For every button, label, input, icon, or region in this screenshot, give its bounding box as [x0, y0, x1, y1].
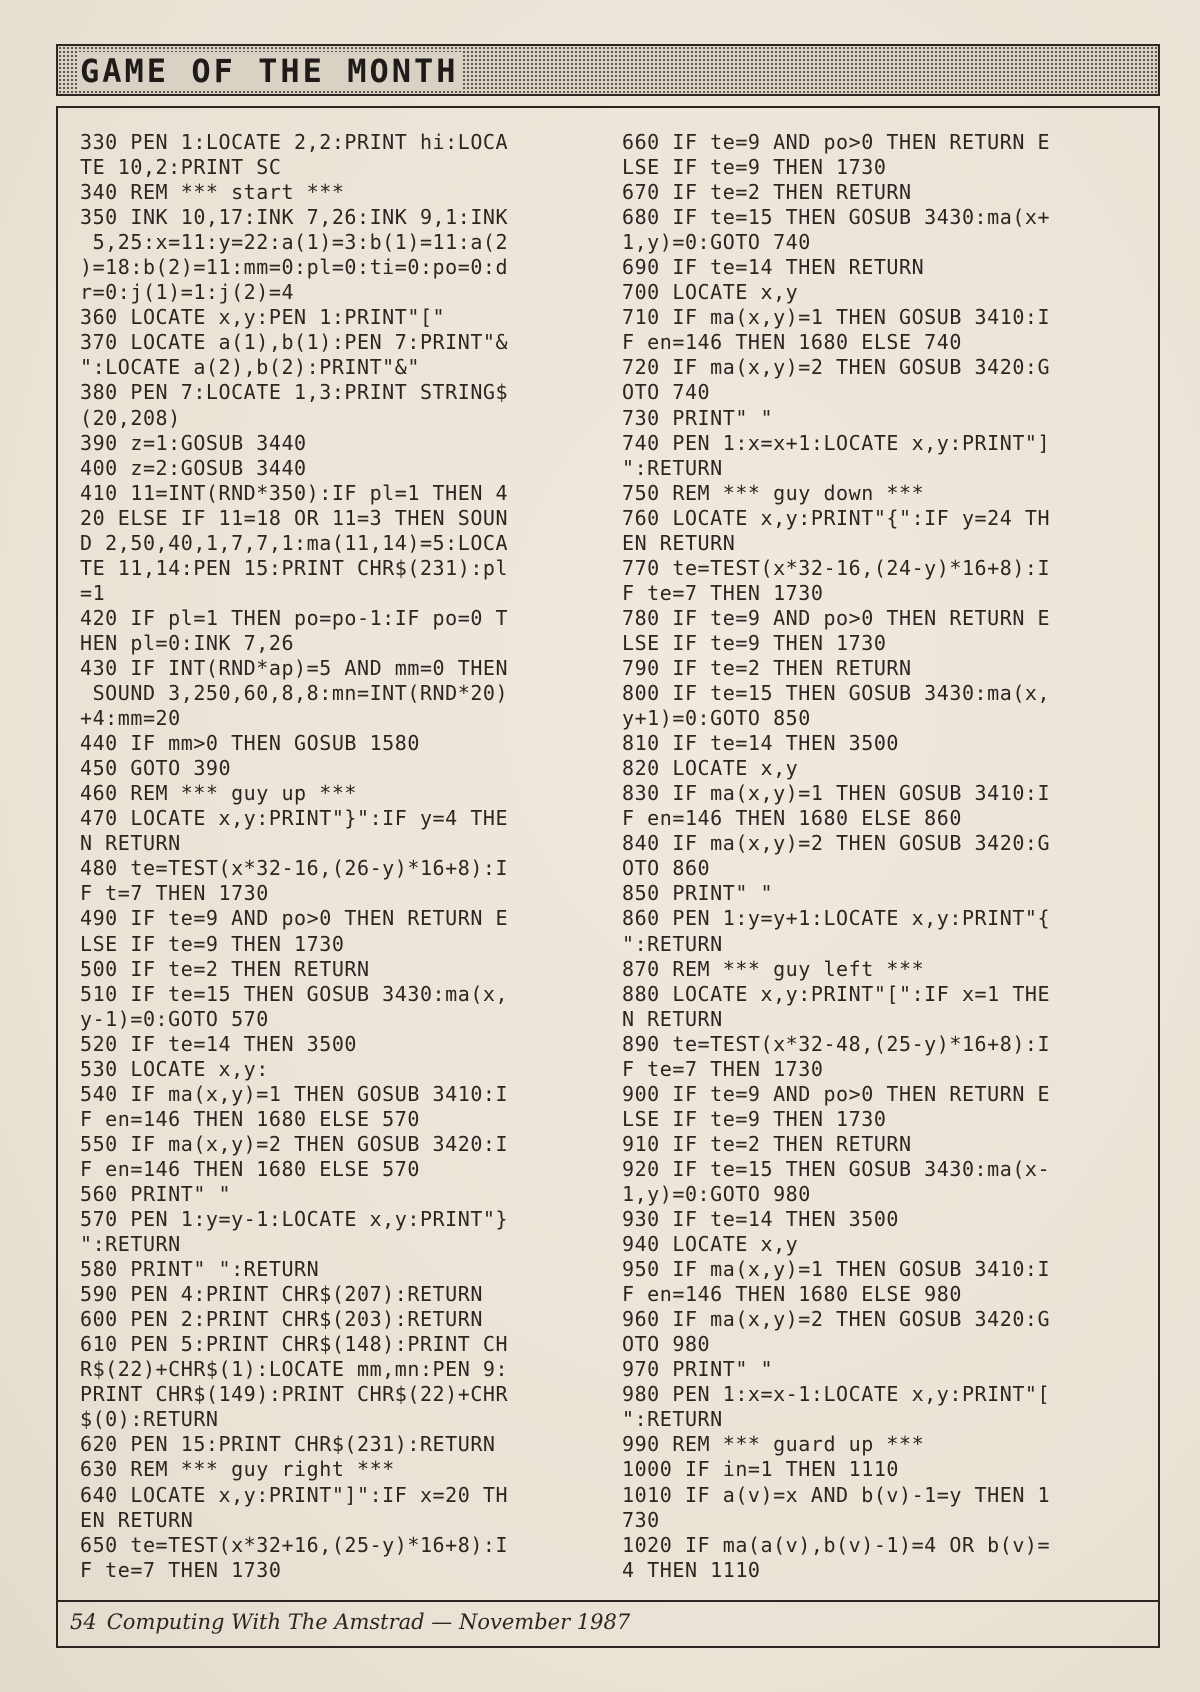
code-line: F en=146 THEN 1680 ELSE 570 — [80, 1106, 420, 1131]
code-line: 670 IF te=2 THEN RETURN — [622, 180, 912, 205]
code-line: 390 z=1:GOSUB 3440 — [80, 430, 307, 455]
code-line: ":RETURN — [622, 1407, 723, 1432]
code-line: LSE IF te=9 THEN 1730 — [622, 155, 887, 180]
code-line: 440 IF mm>0 THEN GOSUB 1580 — [80, 731, 420, 756]
code-line: +4:mm=20 — [80, 706, 181, 731]
code-line: N RETURN — [80, 831, 181, 856]
code-line: 720 IF ma(x,y)=2 THEN GOSUB 3420:G — [622, 355, 1051, 380]
section-title: GAME OF THE MONTH — [80, 52, 459, 90]
code-line: F en=146 THEN 1680 ELSE 980 — [622, 1282, 962, 1307]
code-line: 940 LOCATE x,y — [622, 1232, 799, 1257]
page-number: 54 — [70, 1610, 97, 1634]
code-line: F en=146 THEN 1680 ELSE 860 — [622, 806, 962, 831]
code-line: 700 LOCATE x,y — [622, 280, 799, 305]
code-line: 550 IF ma(x,y)=2 THEN GOSUB 3420:I — [80, 1131, 509, 1156]
code-line: 400 z=2:GOSUB 3440 — [80, 455, 307, 480]
code-line: EN RETURN — [622, 530, 736, 555]
code-line: ":RETURN — [622, 455, 723, 480]
code-line: OTO 740 — [622, 380, 711, 405]
code-line: 4 THEN 1110 — [622, 1557, 761, 1582]
code-line: 950 IF ma(x,y)=1 THEN GOSUB 3410:I — [622, 1257, 1051, 1282]
code-line: 520 IF te=14 THEN 3500 — [80, 1031, 358, 1056]
code-line: 380 PEN 7:LOCATE 1,3:PRINT STRING$ — [80, 380, 509, 405]
code-line: 500 IF te=2 THEN RETURN — [80, 956, 370, 981]
code-line: 470 LOCATE x,y:PRINT"}":IF y=4 THE — [80, 806, 509, 831]
code-line: 830 IF ma(x,y)=1 THEN GOSUB 3410:I — [622, 781, 1051, 806]
code-line: 620 PEN 15:PRINT CHR$(231):RETURN — [80, 1432, 496, 1457]
code-line: ":RETURN — [80, 1232, 181, 1257]
code-line: N RETURN — [622, 1006, 723, 1031]
code-line: 510 IF te=15 THEN GOSUB 3430:ma(x, — [80, 981, 509, 1006]
code-line: 560 PRINT" " — [80, 1181, 232, 1206]
code-line: 540 IF ma(x,y)=1 THEN GOSUB 3410:I — [80, 1081, 509, 1106]
code-line: 680 IF te=15 THEN GOSUB 3430:ma(x+ — [622, 205, 1051, 230]
code-line: 930 IF te=14 THEN 3500 — [622, 1207, 900, 1232]
code-line: 530 LOCATE x,y: — [80, 1056, 269, 1081]
code-line: 990 REM *** guard up *** — [622, 1432, 925, 1457]
section-header-band — [56, 44, 1160, 96]
code-line: 660 IF te=9 AND po>0 THEN RETURN E — [622, 130, 1051, 154]
code-line: 1,y)=0:GOTO 980 — [622, 1181, 811, 1206]
code-line: 430 IF INT(RND*ap)=5 AND mm=0 THEN — [80, 655, 509, 680]
code-line: 980 PEN 1:x=x-1:LOCATE x,y:PRINT"[ — [622, 1382, 1051, 1407]
code-line: HEN pl=0:INK 7,26 — [80, 630, 295, 655]
code-line: 1000 IF in=1 THEN 1110 — [622, 1457, 900, 1482]
listing-column-left — [80, 130, 508, 1583]
code-line: TE 10,2:PRINT SC — [80, 155, 282, 180]
code-line: LSE IF te=9 THEN 1730 — [622, 630, 887, 655]
code-line: OTO 980 — [622, 1332, 711, 1357]
code-line: PRINT CHR$(149):PRINT CHR$(22)+CHR — [80, 1382, 509, 1407]
code-line: 650 te=TEST(x*32+16,(25-y)*16+8):I — [80, 1532, 509, 1557]
code-line: 890 te=TEST(x*32-48,(25-y)*16+8):I — [622, 1031, 1051, 1056]
code-line: 1010 IF a(v)=x AND b(v)-1=y THEN 1 — [622, 1482, 1051, 1507]
code-line: 790 IF te=2 THEN RETURN — [622, 655, 912, 680]
code-line: 780 IF te=9 AND po>0 THEN RETURN E — [622, 605, 1051, 630]
code-line: 730 — [622, 1507, 660, 1532]
code-line: 850 PRINT" " — [622, 881, 774, 906]
code-line: 750 REM *** guy down *** — [622, 480, 925, 505]
code-line: F te=7 THEN 1730 — [80, 1557, 282, 1582]
code-line: 800 IF te=15 THEN GOSUB 3430:ma(x, — [622, 681, 1051, 706]
code-line: 480 te=TEST(x*32-16,(26-y)*16+8):I — [80, 856, 509, 881]
code-line: 360 LOCATE x,y:PEN 1:PRINT"[" — [80, 305, 446, 330]
code-line: 610 PEN 5:PRINT CHR$(148):PRINT CH — [80, 1332, 509, 1357]
code-line: 490 IF te=9 AND po>0 THEN RETURN E — [80, 906, 509, 931]
code-line: ":LOCATE a(2),b(2):PRINT"&" — [80, 355, 420, 380]
code-line: OTO 860 — [622, 856, 711, 881]
code-line: 870 REM *** guy left *** — [622, 956, 925, 981]
code-line: 580 PRINT" ":RETURN — [80, 1257, 320, 1282]
code-line: F en=146 THEN 1680 ELSE 570 — [80, 1156, 420, 1181]
code-line: R$(22)+CHR$(1):LOCATE mm,mn:PEN 9: — [80, 1357, 509, 1382]
code-line: r=0:j(1)=1:j(2)=4 — [80, 280, 295, 305]
code-line: ":RETURN — [622, 931, 723, 956]
code-line: 350 INK 10,17:INK 7,26:INK 9,1:INK — [80, 205, 509, 230]
code-line: 410 11=INT(RND*350):IF pl=1 THEN 4 — [80, 480, 509, 505]
listing-column-right — [622, 130, 1050, 1583]
code-line: 840 IF ma(x,y)=2 THEN GOSUB 3420:G — [622, 831, 1051, 856]
code-line: 340 REM *** start *** — [80, 180, 345, 205]
code-line: 860 PEN 1:y=y+1:LOCATE x,y:PRINT"{ — [622, 906, 1051, 931]
code-line: 970 PRINT" " — [622, 1357, 774, 1382]
code-line: 760 LOCATE x,y:PRINT"{":IF y=24 TH — [622, 505, 1051, 530]
code-line: y-1)=0:GOTO 570 — [80, 1006, 269, 1031]
code-line: 450 GOTO 390 — [80, 756, 232, 781]
code-line: 900 IF te=9 AND po>0 THEN RETURN E — [622, 1081, 1051, 1106]
code-line: =1 — [80, 580, 106, 605]
code-line: 640 LOCATE x,y:PRINT"]":IF x=20 TH — [80, 1482, 509, 1507]
code-line: 330 PEN 1:LOCATE 2,2:PRINT hi:LOCA — [80, 130, 509, 154]
code-line: 600 PEN 2:PRINT CHR$(203):RETURN — [80, 1307, 483, 1332]
code-line: 710 IF ma(x,y)=1 THEN GOSUB 3410:I — [622, 305, 1051, 330]
code-line: 570 PEN 1:y=y-1:LOCATE x,y:PRINT"} — [80, 1207, 509, 1232]
code-line: 960 IF ma(x,y)=2 THEN GOSUB 3420:G — [622, 1307, 1051, 1332]
code-line: 460 REM *** guy up *** — [80, 781, 358, 806]
code-line: )=18:b(2)=11:mm=0:pl=0:ti=0:po=0:d — [80, 255, 509, 280]
code-line: 880 LOCATE x,y:PRINT"[":IF x=1 THE — [622, 981, 1051, 1006]
code-line: F en=146 THEN 1680 ELSE 740 — [622, 330, 962, 355]
code-line: 770 te=TEST(x*32-16,(24-y)*16+8):I — [622, 555, 1051, 580]
code-line: (20,208) — [80, 405, 181, 430]
code-line: F te=7 THEN 1730 — [622, 580, 824, 605]
code-line: 810 IF te=14 THEN 3500 — [622, 731, 900, 756]
code-line: 630 REM *** guy right *** — [80, 1457, 395, 1482]
code-line: 910 IF te=2 THEN RETURN — [622, 1131, 912, 1156]
code-line: 740 PEN 1:x=x+1:LOCATE x,y:PRINT"] — [622, 430, 1051, 455]
code-line: $(0):RETURN — [80, 1407, 219, 1432]
code-line: 5,25:x=11:y=22:a(1)=3:b(1)=11:a(2 — [80, 230, 509, 255]
code-line: LSE IF te=9 THEN 1730 — [80, 931, 345, 956]
code-line: 1,y)=0:GOTO 740 — [622, 230, 811, 255]
code-line: 420 IF pl=1 THEN po=po-1:IF po=0 T — [80, 605, 509, 630]
code-line: y+1)=0:GOTO 850 — [622, 706, 811, 731]
code-line: 820 LOCATE x,y — [622, 756, 799, 781]
code-line: EN RETURN — [80, 1507, 194, 1532]
code-line: 690 IF te=14 THEN RETURN — [622, 255, 925, 280]
code-line: F te=7 THEN 1730 — [622, 1056, 824, 1081]
publication-credit: Computing With The Amstrad — November 1987 — [106, 1610, 631, 1634]
code-line: 920 IF te=15 THEN GOSUB 3430:ma(x- — [622, 1156, 1051, 1181]
code-line: 20 ELSE IF 11=18 OR 11=3 THEN SOUN — [80, 505, 509, 530]
code-line: 590 PEN 4:PRINT CHR$(207):RETURN — [80, 1282, 483, 1307]
code-line: LSE IF te=9 THEN 1730 — [622, 1106, 887, 1131]
code-line: 1020 IF ma(a(v),b(v)-1)=4 OR b(v)= — [622, 1532, 1051, 1557]
code-line: D 2,50,40,1,7,7,1:ma(11,14)=5:LOCA — [80, 530, 509, 555]
code-line: SOUND 3,250,60,8,8:mn=INT(RND*20) — [80, 681, 509, 706]
code-line: F t=7 THEN 1730 — [80, 881, 269, 906]
code-line: 370 LOCATE a(1),b(1):PEN 7:PRINT"& — [80, 330, 509, 355]
code-line: 730 PRINT" " — [622, 405, 774, 430]
page-footer — [70, 1610, 630, 1634]
code-line: TE 11,14:PEN 15:PRINT CHR$(231):pl — [80, 555, 509, 580]
